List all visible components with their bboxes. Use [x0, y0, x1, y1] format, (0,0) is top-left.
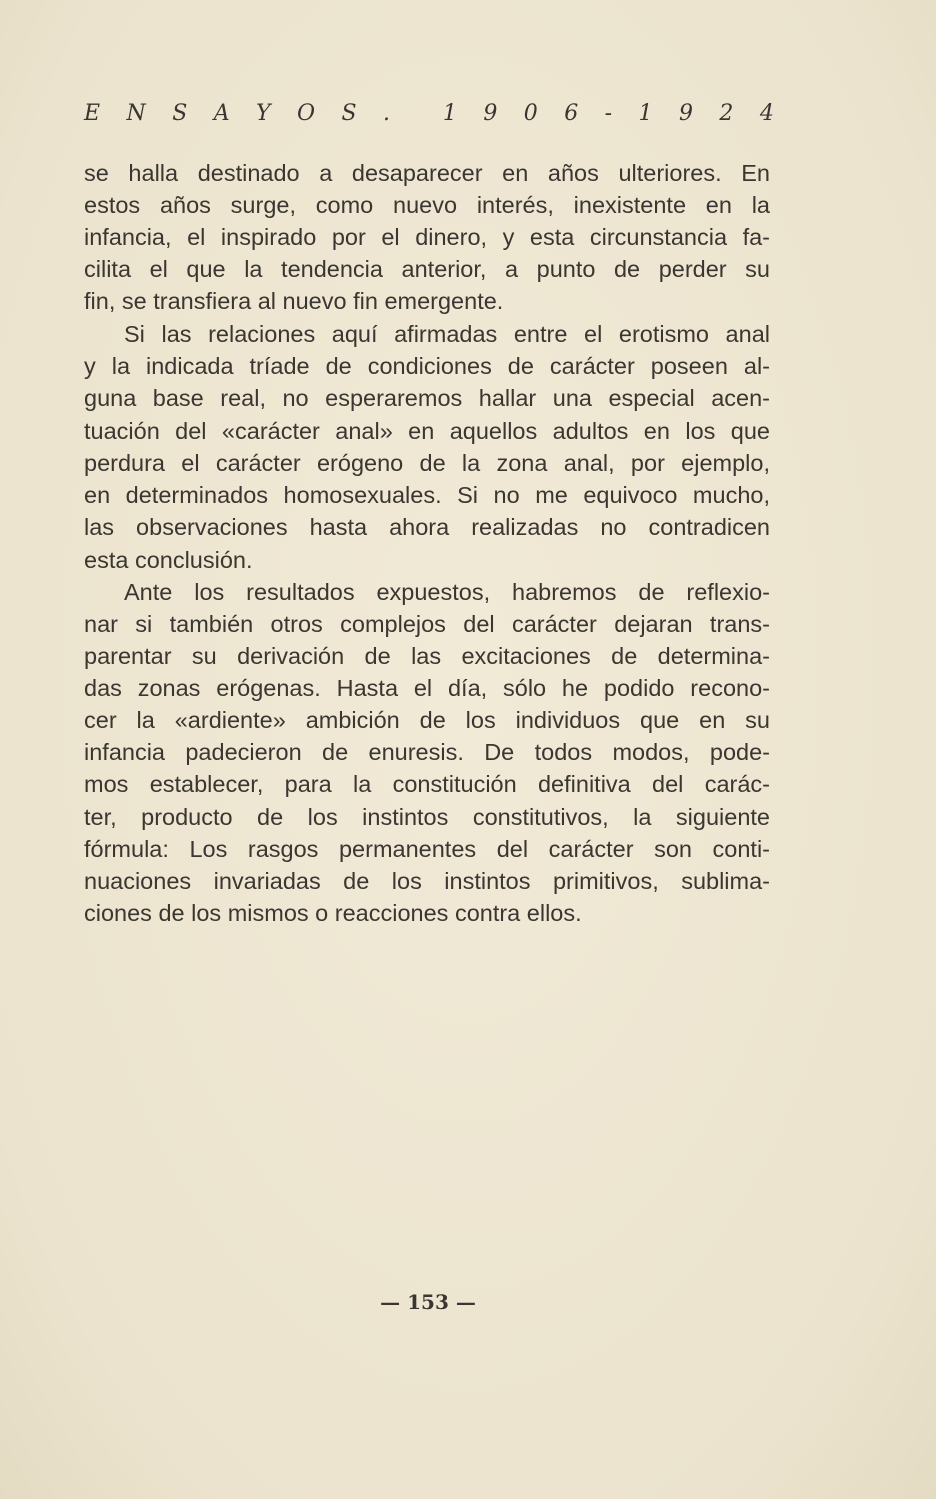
- text-line: cilita el que la tendencia anterior, a punto de perder su: [84, 256, 770, 282]
- text-line: Si las relaciones aquí afirmadas entre el erotismo anal: [124, 321, 770, 347]
- text-line: Ante los resultados expuestos, habremos de reflexio-: [124, 579, 770, 605]
- text-line: estos años surge, como nuevo interés, inexistente en la: [84, 192, 770, 218]
- header-letter: A: [213, 101, 230, 126]
- text-line: fin, se transfiera al nuevo fin emergente.: [84, 288, 504, 314]
- text-line: en determinados homosexuales. Si no me equivoco mucho,: [84, 482, 770, 508]
- running-header: [84, 101, 774, 126]
- header-letter: 4: [759, 101, 774, 126]
- text-line: guna base real, no esperaremos hallar una especial acen-: [84, 385, 770, 411]
- header-letter: E: [84, 101, 101, 126]
- header-letter: -: [604, 101, 613, 126]
- text-line: y la indicada tríade de condiciones de carácter poseen al-: [84, 353, 770, 379]
- text-line: esta conclusión.: [84, 547, 253, 573]
- header-letter: Y: [256, 101, 271, 126]
- header-letter: 1: [442, 101, 457, 126]
- header-letter: 9: [678, 101, 693, 126]
- header-letter: S: [341, 101, 357, 126]
- text-line: las observaciones hasta ahora realizadas no contradicen: [84, 514, 770, 540]
- text-line: mos establecer, para la constitución definitiva del carác-: [84, 771, 770, 797]
- header-letter: S: [172, 101, 188, 126]
- header-letter: 0: [523, 101, 538, 126]
- text-line: ter, producto de los instintos constitutivos, la siguiente: [84, 804, 770, 830]
- header-letter: 6: [564, 101, 579, 126]
- header-letter: N: [126, 101, 146, 126]
- text-line: se halla destinado a desaparecer en años ulteriores. En: [84, 160, 770, 186]
- text-line: parentar su derivación de las excitaciones de determina-: [84, 643, 770, 669]
- text-line: infancia, el inspirado por el dinero, y esta circunstancia fa-: [84, 224, 770, 250]
- header-letter: O: [297, 101, 316, 126]
- text-line: perdura el carácter erógeno de la zona anal, por ejemplo,: [84, 450, 770, 476]
- text-line: das zonas erógenas. Hasta el día, sólo he podido recono-: [84, 675, 770, 701]
- text-line: cer la «ardiente» ambición de los individuos que en su: [84, 707, 770, 733]
- text-line: tuación del «carácter anal» en aquellos adultos en los que: [84, 418, 770, 444]
- page-number: — 153 —: [380, 1290, 476, 1314]
- header-letter: 1: [638, 101, 653, 126]
- text-line: fórmula: Los rasgos permanentes del carácter son conti-: [84, 836, 770, 862]
- text-line: nar si también otros complejos del carácter dejaran trans-: [84, 611, 770, 637]
- header-letter: 2: [719, 101, 734, 126]
- text-line: nuaciones invariadas de los instintos primitivos, sublima-: [84, 868, 770, 894]
- header-letter: 9: [483, 101, 498, 126]
- text-line: infancia padecieron de enuresis. De todos modos, pode-: [84, 739, 770, 765]
- text-line: ciones de los mismos o reacciones contra ellos.: [84, 900, 582, 926]
- header-letter: .: [383, 101, 390, 126]
